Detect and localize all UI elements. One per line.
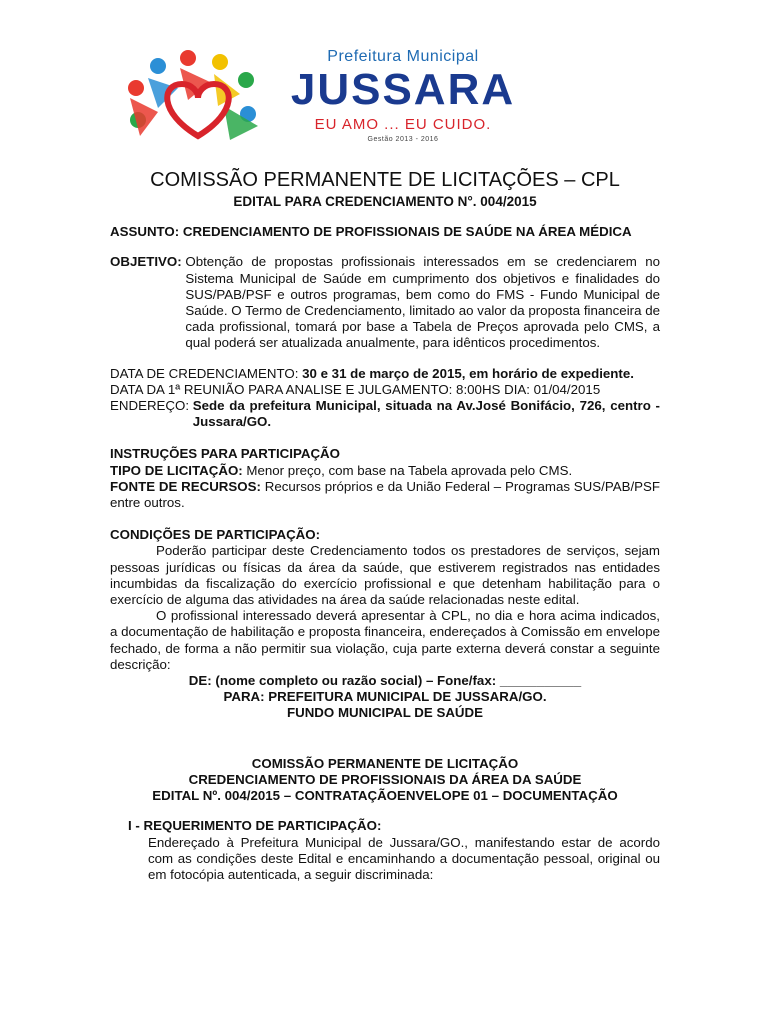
assunto-label: ASSUNTO:: [110, 224, 180, 240]
envelope-para-line: PARA: PREFEITURA MUNICIPAL DE JUSSARA/GO.: [223, 689, 547, 705]
assunto-text: CREDENCIAMENTO DE PROFISSIONAIS DE SAÚDE NA ÁREA MÉDICA: [182, 224, 632, 240]
tipo-licitacao-label: TIPO DE LICITAÇÃO:: [110, 462, 247, 478]
condicoes-paragraph-1: Poderão participar deste Credenciamento todos os prestadores de serviços, sejam pessoas jurídicas ou físicas da área da saúde, que estiverem registrados nas entidades incumbidas da fiscalização do exercício profissional e que detenham habilitação para o exercício de alguma das atividades na área da saúde relacionadas neste edital.: [110, 543, 660, 608]
logo-term: Gestão 2013 - 2016: [367, 136, 439, 143]
document-title: COMISSÃO PERMANENTE DE LICITAÇÕES – CPL: [150, 169, 620, 191]
endereco-label: ENDEREÇO:: [110, 398, 193, 414]
logo-city-name: JUSSARA: [290, 65, 516, 114]
people-heart-emblem-icon: [118, 48, 278, 148]
requerimento-section: [128, 818, 660, 883]
objetivo-label: OBJETIVO:: [110, 254, 186, 270]
objetivo-text: Obtenção de propostas profissionais interessados em se credenciarem no Sistema Municipal de Saúde em cumprimento dos objetivos e finalidades do SUS/PAB/PSF e outros programas, bem como do FMS - Fundo Municipal de Saúde. O Termo de Credenciamento, limitado ao valor da proposta financeira de cada profissional, tomará por base a Tabela de Preços aprovada pelo CMS, a qual poderá ser atualizada anualmente, para idênticos procedimentos.: [185, 254, 660, 351]
data-reuniao: DATA DA 1ª REUNIÃO PARA ANALISE E JULGAMENTO: 8:00HS DIA: 01/04/2015: [110, 381, 601, 397]
envelope-de-line: DE: (nome completo ou razão social) – Fone/fax: ___________: [188, 673, 582, 689]
instrucoes-heading: INSTRUÇÕES PARA PARTICIPAÇÃO: [110, 446, 340, 462]
municipal-logo: [118, 44, 638, 144]
envelope-header-line-1: COMISSÃO PERMANENTE DE LICITAÇÃO: [251, 755, 519, 771]
assunto-section: [110, 224, 660, 240]
endereco-row: [110, 398, 660, 430]
fonte-recursos-value: Recursos próprios e da União Federal – Programas SUS/PAB/PSF entre outros.: [110, 478, 660, 511]
requerimento-heading: I - REQUERIMENTO DE PARTICIPAÇÃO:: [128, 818, 382, 834]
condicoes-paragraph-2: O profissional interessado deverá apresentar à CPL, no dia e hora acima indicados, a documentação de habilitação e proposta financeira, endereçados à Comissão em envelope fechado, de forma a não permitir sua violação, cuja parte externa deverá constar a seguinte descrição:: [110, 608, 660, 672]
envelope-header-line-3: EDITAL Nº. 004/2015 – CONTRATAÇÃOENVELOPE 01 – DOCUMENTAÇÃO: [152, 788, 618, 804]
endereco-value: Sede da prefeitura Municipal, situada na Av.José Bonifácio, 726, centro - Jussara/GO.: [192, 398, 660, 430]
data-credenciamento-value: 30 e 31 de março de 2015, em horário de expediente.: [302, 365, 634, 381]
envelope-header: [110, 756, 660, 805]
datas-section: [110, 366, 660, 431]
instrucoes-section: [110, 446, 660, 511]
tipo-licitacao-value: Menor preço, com base na Tabela aprovada pelo CMS.: [246, 462, 573, 478]
logo-motto: EU AMO ... EU CUIDO.: [314, 116, 492, 133]
fonte-recursos-label: FONTE DE RECURSOS:: [110, 478, 265, 494]
document-body: [110, 168, 660, 883]
objetivo-section: [110, 254, 660, 351]
data-credenciamento-label: DATA DE CREDENCIAMENTO:: [110, 365, 303, 381]
condicoes-section: [110, 527, 660, 721]
envelope-header-line-2: CREDENCIAMENTO DE PROFISSIONAIS DA ÁREA DA SAÚDE: [188, 771, 582, 787]
document-subtitle: EDITAL PARA CREDENCIAMENTO N°. 004/2015: [233, 194, 537, 209]
condicoes-heading: CONDIÇÕES DE PARTICIPAÇÃO:: [110, 527, 321, 543]
logo-prefeitura-text: Prefeitura Municipal: [327, 48, 479, 65]
requerimento-text: Endereçado à Prefeitura Municipal de Jussara/GO., manifestando estar de acordo com as condições deste Edital e encaminhando a documentação pessoal, original ou em fotocópia autenticada, a seguir discriminada:: [148, 834, 660, 882]
envelope-fundo-line: FUNDO MUNICIPAL DE SAÚDE: [286, 705, 483, 721]
